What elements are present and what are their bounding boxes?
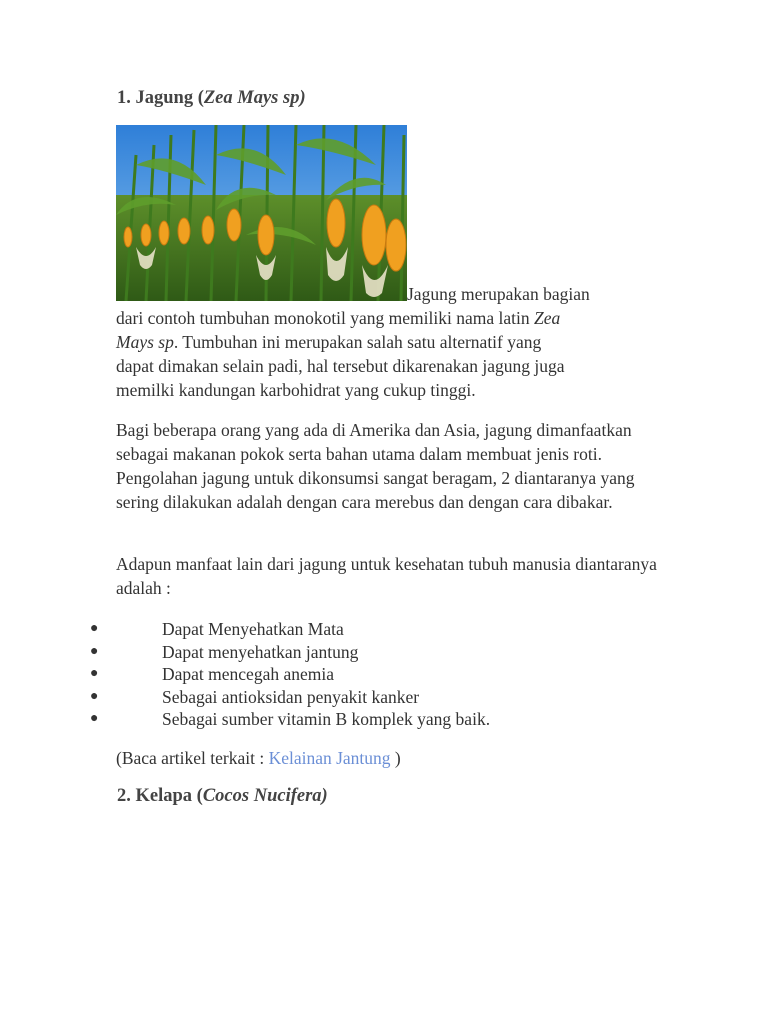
corn-field-image (116, 125, 407, 301)
bullet-icon: ● (90, 643, 99, 659)
related-suffix: ) (390, 748, 401, 768)
related-article-link[interactable]: Kelainan Jantung (268, 748, 391, 768)
latin-name: Mays sp (116, 332, 174, 352)
list-item (0, 686, 700, 709)
heading-text: 2. Kelapa ( (117, 786, 203, 806)
intro-line: Jagung merupakan bagian (407, 284, 590, 304)
intro-line (116, 332, 541, 353)
latin-name: Zea (533, 308, 561, 328)
heading-latin-name: Zea Mays sp) (203, 88, 306, 108)
section-heading-kelapa (117, 786, 328, 807)
paragraph-benefits-intro: Adapun manfaat lain dari jagung untuk kesehatan tubuh manusia diantaranya adalah : (116, 554, 657, 598)
list-item (0, 641, 700, 664)
paragraph-uses: Bagi beberapa orang yang ada di Amerika dan Asia, jagung dimanfaatkan sebagai makanan pokok serta bahan utama dalam membuat jenis roti. Pengolahan jagung untuk dikonsumsi sangat beragam, 2 diantaranya yang sering dilakukan adalah dengan cara merebus dan dengan cara dibakar. (116, 420, 635, 512)
related-article (116, 746, 664, 770)
list-item-text: Dapat mencegah anemia (162, 664, 334, 684)
intro-line: dapat dimakan selain padi, hal tersebut dikarenakan jagung juga (116, 356, 565, 376)
intro-text: . Tumbuhan ini merupakan salah satu alternatif yang (173, 332, 542, 352)
related-prefix: (Baca artikel terkait : (116, 748, 269, 768)
bullet-icon: ● (90, 621, 99, 636)
bullet-icon: ● (90, 666, 99, 681)
list-item-text: Sebagai sumber vitamin B komplek yang baik. (162, 709, 491, 729)
heading-latin-name: Cocos Nucifera) (202, 786, 328, 806)
list-item-text: Sebagai antioksidan penyakit kanker (162, 686, 420, 707)
intro-line (116, 308, 560, 329)
intro-text: dari contoh tumbuhan monokotil yang memiliki nama latin (116, 308, 534, 328)
list-item (0, 663, 700, 686)
section-heading-jagung (117, 88, 306, 109)
benefits-list (0, 618, 700, 731)
list-item (0, 708, 700, 731)
intro-line: memilki kandungan karbohidrat yang cukup tinggi. (116, 380, 476, 400)
bullet-icon: ● (90, 688, 99, 704)
list-item (0, 618, 700, 641)
heading-text: 1. Jagung ( (117, 88, 204, 108)
list-item-text: Dapat Menyehatkan Mata (162, 619, 344, 639)
list-item-text: Dapat menyehatkan jantung (162, 641, 359, 662)
bullet-icon: ● (90, 711, 99, 726)
